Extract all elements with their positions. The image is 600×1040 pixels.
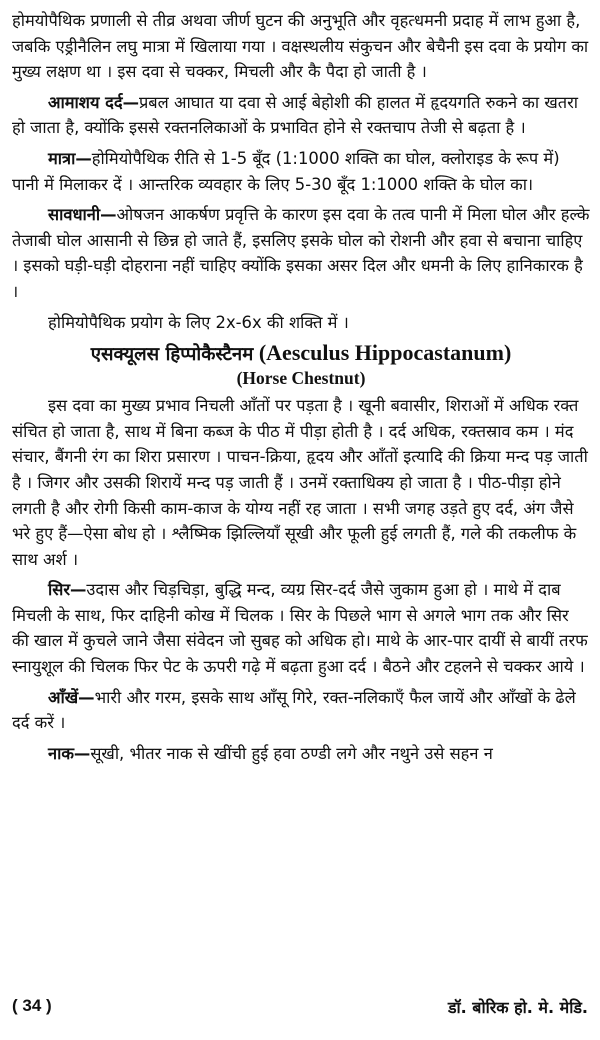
page-number: ( 34 ) (12, 996, 52, 1015)
text-dosage: होमियोपैथिक रीति से 1-5 बूँद (1:1000 शक्ति का घोल, क्लोराइड के रूप में) पानी में मिलाकर दें । आन्तरिक व्यवहार के लिए 5-30 बूँद 1:1000 शक्ति के घोल का। (12, 148, 560, 194)
text-eyes: भारी और गरम, इसके साथ आँसू गिरे, रक्त-नलिकाएँ फैल जायें और आँखों के ढेले दर्द करें । (12, 687, 576, 733)
page-body (12, 8, 590, 771)
lead-nose: नाक— (48, 743, 91, 763)
lead-caution: सावधानी— (48, 205, 117, 225)
lead-eyes: आँखें— (48, 687, 95, 707)
remedy-heading-latin: (Aesculus Hippocastanum) (258, 340, 512, 366)
book-title: डॉ. बोरिक हो. मे. मेडि. (447, 998, 588, 1017)
remedy-common-name: (Horse Chestnut) (236, 368, 366, 389)
paragraph-adrenalin-relief: होमयोपैथिक प्रणाली से तीव्र अथवा जीर्ण घुटन की अनुभूति और वृहत्धमनी प्रदाह में लाभ हुआ है, जबकि एड्रीनैलिन लघु मात्रा में खिलाया गया । वक्षस्थलीय संकुचन और बेचैनी इस दवा के प्रयोग का मुख्य लक्षण था । इस दवा से चक्कर, मिचली और कै पैदा हो जाती है । (12, 11, 589, 82)
lead-stomach-pain: आमाशय दर्द— (48, 92, 139, 112)
page-footer (12, 996, 588, 1024)
text-caution: ओषजन आकर्षण प्रवृत्ति के कारण इस दवा के तत्व पानी में मिला घोल और हल्के तेजाबी घोल आसानी से छिन्न हो जाते हैं, इसलिए इसके घोल को रोशनी और हवा से बचाना चाहिए । इसको घड़ी-घड़ी दोहराना नहीं चाहिए क्योंकि इसका असर दिल और धमनी के लिए हानिकारक है । (12, 205, 590, 301)
text-head: उदास और चिड़चिड़ा, बुद्धि मन्द, व्यग्र सिर-दर्द जैसे जुकाम हुआ हो । माथे में दाब मिचली के साथ, फिर दाहिनी कोख में चिलक । सिर के पिछले भाग से अगले भाग तक और सिर की खाल में कुचले जाने जैसा संवेदन जो सुबह को अधिक हो। माथे के आर-पार दायीं से बायीं तरफ स्नायुशूल की चिलक फिर पेट के ऊपरी गढ़े में बढ़ता हुआ दर्द । बैठने और टहलने से चक्कर आये । (12, 580, 588, 677)
paragraph-stomach-pain (12, 90, 590, 141)
paragraph-eyes (12, 685, 590, 736)
remedy-heading (12, 340, 590, 366)
paragraph-remedy-overview: इस दवा का मुख्य प्रभाव निचली आँतों पर पड़ता है । खूनी बवासीर, शिराओं में अधिक रक्त संचित हो जाता है, साथ में बिना कब्ज के पीठ में पीड़ा होती है । दर्द अधिक, रक्तस्राव कम । मंद संचार, बैंगनी रंग का शिरा प्रसारण । पाचन-क्रिया, हृदय और आँतों इत्यादि की क्रिया मन्द पड़ जाती है । जिगर और उसकी शिरायें मन्द पड़ जाती हैं । उनमें रक्ताधिक्य हो जाता है । पीठ-पीड़ा होने लगती है और रोगी किसी काम-काज के योग्य नहीं रह जाता । सभी जगह उड़ते हुए दर्द, अंग जैसे भरे हुए हैं—ऐसा बोध हो । श्लैष्मिक झिल्लियाँ सूखी और फूली हुई लगती हैं, गले की तकलीफ के साथ अर्श । (12, 396, 588, 569)
remedy-heading-hindi: एसक्यूलस हिप्पोकैस्टैनम (90, 344, 254, 366)
paragraph-caution (12, 202, 590, 304)
paragraph-potency: होमियोपैथिक प्रयोग के लिए 2x-6x की शक्ति में । (48, 312, 349, 332)
text-stomach-pain: प्रबल आघात या दवा से आई बेहोशी की हालत में हृदयगति रुकने का खतरा हो जाता है, क्योंकि इससे रक्तनलिकाओं के प्रभावित होने से रक्तचाप तेजी से बढ़ता है । (12, 92, 579, 138)
paragraph-dosage (12, 146, 590, 197)
text-nose: सूखी, भीतर नाक से खींची हुई हवा ठण्डी लगे और नथुने उसे सहन न (90, 743, 493, 763)
paragraph-nose (12, 741, 590, 767)
lead-head: सिर— (48, 580, 87, 600)
lead-dosage: मात्रा— (48, 148, 92, 168)
paragraph-head (12, 577, 590, 679)
